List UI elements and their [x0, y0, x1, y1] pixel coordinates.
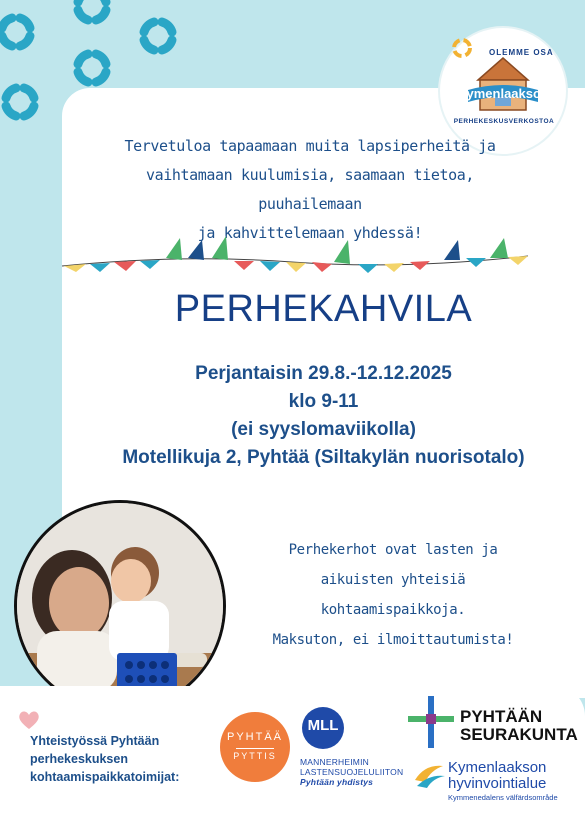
kymen-line: Kymenlaakson	[448, 759, 547, 776]
badge-name: Kymenlaakson	[457, 86, 549, 101]
bunting-decoration	[62, 228, 532, 278]
seurakunta-line: PYHTÄÄN	[460, 707, 543, 726]
photo-illustration	[17, 503, 223, 709]
mll-subtitle	[300, 757, 410, 787]
note-line: Perhekerhot ovat lasten ja	[288, 542, 498, 558]
partners-text	[30, 732, 220, 786]
event-details	[62, 360, 585, 472]
seurakunta-logo-text	[460, 708, 578, 744]
intro-line: vaihtamaan kuulumisia, saamaan tietoa, puuhailemaan	[146, 166, 474, 213]
mll-logo-text: MLL	[307, 717, 339, 734]
details-line: Perjantaisin 29.8.-12.12.2025	[195, 363, 452, 384]
details-line: Motellikuja 2, Pyhtää (Siltakylän nuorisotalo)	[122, 447, 525, 468]
badge-bottom-text: PERHEKESKUSVERKOSTOA	[453, 118, 555, 125]
seurakunta-line: SEURAKUNTA	[460, 725, 578, 744]
pyttis-logo	[220, 712, 290, 782]
family-photo	[14, 500, 226, 712]
page-title: PERHEKAHVILA	[174, 288, 473, 330]
mll-line: Pyhtään yhdistys	[300, 777, 374, 787]
church-cross-icon	[406, 694, 456, 750]
mll-line: MANNERHEIMIN	[300, 757, 369, 767]
wellbeing-area-logo-text	[448, 760, 546, 792]
pyttis-logo-top: PYHTÄÄ	[226, 731, 283, 743]
note-line: aikuisten yhteisiä	[320, 572, 466, 588]
partners-line: Yhteistyössä Pyhtään	[30, 734, 160, 748]
pyttis-divider	[236, 748, 274, 749]
partners-line: kohtaamispaikkatoimijat:	[30, 770, 180, 784]
partners-line: perhekeskuksen	[30, 752, 128, 766]
info-note	[248, 535, 538, 655]
wellbeing-area-subtitle: Kymmenedalens välfärdsområde	[448, 793, 558, 802]
kymen-line: hyvinvointialue	[448, 775, 547, 792]
wellbeing-area-logo-icon	[413, 760, 447, 790]
note-line: Maksuton, ei ilmoittautumista!	[272, 632, 514, 648]
badge-top-text: OLEMME OSA	[489, 48, 554, 57]
pyttis-logo-bottom: PYTTIS	[233, 751, 277, 761]
intro-line: ja kahvittelemaan yhdessä!	[197, 224, 423, 242]
details-line: klo 9-11	[288, 391, 359, 412]
mll-line: LASTENSUOJELULIITON	[300, 767, 404, 777]
details-line: (ei syyslomaviikolla)	[231, 419, 416, 440]
note-line: kohtaamispaikkoja.	[320, 602, 466, 618]
heart-icon	[18, 710, 40, 730]
intro-line: Tervetuloa tapaamaan muita lapsiperheitä ja	[124, 137, 496, 155]
